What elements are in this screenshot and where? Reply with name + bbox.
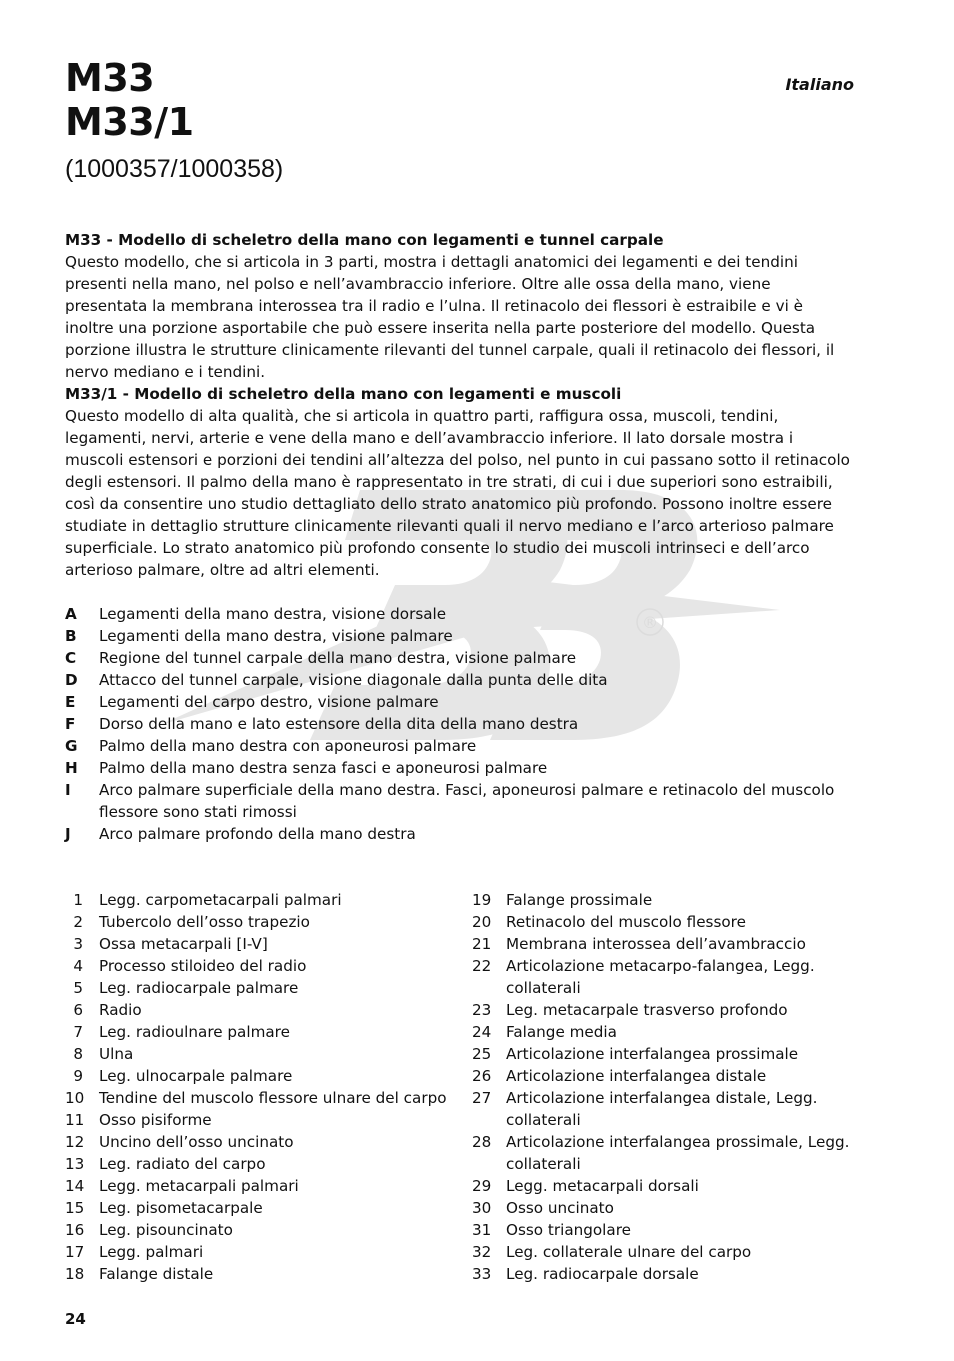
part-number: 29: [472, 1177, 492, 1195]
part-list-item: [65, 889, 465, 911]
letter-list-item: [65, 669, 855, 691]
letter-list-item: [65, 757, 855, 779]
part-number: 8: [73, 1045, 83, 1063]
part-list-item-text: Osso uncinato: [506, 1199, 614, 1217]
part-list-item-text: Leg. metacarpale trasverso profondo: [506, 1001, 788, 1019]
part-list-item-text: Radio: [99, 1001, 142, 1019]
letter-key: J: [65, 825, 71, 843]
part-number: 12: [65, 1133, 85, 1151]
part-list-item: [472, 1241, 872, 1263]
part-number: 30: [472, 1199, 492, 1217]
letter-key: G: [65, 737, 78, 755]
part-list-item: [472, 1021, 872, 1043]
part-number: 18: [65, 1265, 85, 1283]
part-list-item: [65, 911, 465, 933]
part-number: 1: [73, 891, 83, 909]
letter-list-item-text: Legamenti della mano destra, visione dorsale: [99, 605, 447, 623]
section-m33-1-body: Questo modello di alta qualità, che si articola in quattro parti, raffigura ossa, muscoli, tendini, legamenti, nervi, arterie e vene della mano e dell’avambraccio inferiore. Il lato dorsale mostra i muscoli estensori e porzioni dei tendini all’altezza del polso, nel punto in cui passano sotto il retinacolo degli estensori. Il palmo della mano è rappresentato in tre strati, di cui i due superiori sono estraibili, così da consentire uno studio dettagliato dello strato anatomico più profondo. Possono inoltre essere studiate in dettaglio strutture clinicamente rilevanti quali il nervo mediano e l’arco arterioso palmare superficiale. Lo strato anatomico più profondo consente lo studio dei muscoli intrinseci e dell’arco arterioso palmare, oltre ad altri elementi.: [65, 407, 850, 579]
part-list-item: [472, 1197, 872, 1219]
part-list-item-text: Legg. carpometacarpali palmari: [99, 891, 342, 909]
letter-list-item-text: Dorso della mano e lato estensore della dita della mano destra: [99, 715, 579, 733]
part-list-item: [65, 1175, 465, 1197]
part-number: 7: [73, 1023, 83, 1041]
section-m33-1-heading: M33/1 - Modello di scheletro della mano con legamenti e muscoli: [65, 385, 622, 403]
section-m33-1: [65, 383, 855, 581]
letter-list-item: [65, 823, 855, 845]
section-m33-body: Questo modello, che si articola in 3 parti, mostra i dettagli anatomici dei legamenti e dei tendini presenti nella mano, nel polso e nell’avambraccio inferiore. Oltre alle ossa della mano, viene presentata la membrana interossea tra il radio e l’ulna. Il retinacolo dei flessori è estraibile e vi è inoltre una porzione asportabile che può essere inserita nella parte posteriore del modello. Questa porzione illustra le strutture clinicamente rilevanti del tunnel carpale, quali il retinacolo dei flessori, il nervo mediano e i tendini.: [65, 253, 835, 381]
letter-list-item-text: Palmo della mano destra senza fasci e aponeurosi palmare: [99, 759, 548, 777]
part-list-item: [65, 1197, 465, 1219]
letter-list-item: [65, 691, 855, 713]
part-list-item-text: Retinacolo del muscolo flessore: [506, 913, 746, 931]
part-list-item: [472, 1065, 872, 1087]
part-number: 32: [472, 1243, 492, 1261]
product-codes: (1000357/1000358): [65, 155, 284, 183]
part-number: 4: [73, 957, 83, 975]
part-number: 13: [65, 1155, 85, 1173]
part-list-item-text: Leg. collaterale ulnare del carpo: [506, 1243, 752, 1261]
part-list-item: [65, 1043, 465, 1065]
part-list-item: [65, 1131, 465, 1153]
part-list-item: [65, 1065, 465, 1087]
part-number: 3: [73, 935, 83, 953]
letter-key: B: [65, 627, 77, 645]
part-list-item-text: Osso pisiforme: [99, 1111, 212, 1129]
letter-list-item-text: Arco palmare profondo della mano destra: [99, 825, 416, 843]
part-list-item-text: Tendine del muscolo flessore ulnare del carpo: [99, 1089, 447, 1107]
part-list-item: [472, 1087, 872, 1131]
part-number: 21: [472, 935, 492, 953]
part-list-item: [472, 889, 872, 911]
letter-list-item: [65, 713, 855, 735]
letter-list-item: [65, 735, 855, 757]
part-list-item-text: Legg. metacarpali palmari: [99, 1177, 299, 1195]
part-number: 20: [472, 913, 492, 931]
part-number: 5: [73, 979, 83, 997]
letter-list-item-text: Arco palmare superficiale della mano destra. Fasci, aponeurosi palmare e retinacolo del muscolo flessore sono stati rimossi: [99, 781, 835, 821]
part-list-item-text: Legg. palmari: [99, 1243, 204, 1261]
part-number: 31: [472, 1221, 492, 1239]
letter-key: E: [65, 693, 76, 711]
part-list-item: [65, 977, 465, 999]
part-list-item-text: Leg. radiocarpale palmare: [99, 979, 299, 997]
letter-key: F: [65, 715, 76, 733]
part-list-item-text: Membrana interossea dell’avambraccio: [506, 935, 806, 953]
part-list-item-text: Ossa metacarpali [I-V]: [99, 935, 268, 953]
language-label: Italiano: [785, 75, 854, 94]
svg-text:®: ®: [642, 613, 658, 632]
part-list-item-text: Uncino dell’osso uncinato: [99, 1133, 294, 1151]
part-list-item: [65, 933, 465, 955]
part-list-item-text: Articolazione interfalangea distale, Legg. collaterali: [506, 1089, 818, 1129]
part-list-item: [65, 1087, 465, 1109]
part-list-item: [65, 1219, 465, 1241]
part-list-item: [65, 1021, 465, 1043]
letter-key: D: [65, 671, 78, 689]
parts-list-right: [472, 889, 872, 1285]
part-number: 2: [73, 913, 83, 931]
part-list-item: [65, 1109, 465, 1131]
section-m33-heading: M33 - Modello di scheletro della mano con legamenti e tunnel carpale: [65, 231, 664, 249]
part-list-item: [65, 999, 465, 1021]
part-list-item: [472, 1219, 872, 1241]
part-number: 16: [65, 1221, 85, 1239]
letter-key: H: [65, 759, 78, 777]
part-number: 10: [65, 1089, 85, 1107]
part-list-item: [472, 911, 872, 933]
part-list-item-text: Leg. radioulnare palmare: [99, 1023, 290, 1041]
part-list-item-text: Osso triangolare: [506, 1221, 631, 1239]
part-list-item-text: Articolazione interfalangea distale: [506, 1067, 767, 1085]
part-list-item-text: Leg. pisouncinato: [99, 1221, 233, 1239]
letter-key: C: [65, 649, 77, 667]
letter-list-item: [65, 625, 855, 647]
part-list-item: [65, 1263, 465, 1285]
letter-list-item-text: Attacco del tunnel carpale, visione diagonale dalla punta delle dita: [99, 671, 608, 689]
letter-list-item: [65, 647, 855, 669]
part-number: 14: [65, 1177, 85, 1195]
part-list-item: [65, 1241, 465, 1263]
part-list-item: [472, 1263, 872, 1285]
letter-list-item: [65, 779, 855, 823]
part-number: 33: [472, 1265, 492, 1283]
part-number: 17: [65, 1243, 85, 1261]
part-list-item-text: Tubercolo dell’osso trapezio: [99, 913, 310, 931]
letter-key: A: [65, 605, 77, 623]
part-number: 9: [73, 1067, 83, 1085]
part-list-item: [65, 955, 465, 977]
part-list-item: [472, 1175, 872, 1197]
model-title-m33: M33: [65, 56, 155, 100]
letter-list-item-text: Legamenti della mano destra, visione palmare: [99, 627, 453, 645]
part-number: 28: [472, 1133, 492, 1151]
part-list-item-text: Articolazione interfalangea prossimale, Legg. collaterali: [506, 1133, 850, 1173]
part-list-item: [472, 1131, 872, 1175]
part-list-item: [472, 999, 872, 1021]
model-title-m33-1: M33/1: [65, 100, 194, 144]
part-list-item: [472, 933, 872, 955]
part-number: 6: [73, 1001, 83, 1019]
part-list-item: [472, 1043, 872, 1065]
letter-list-item-text: Regione del tunnel carpale della mano destra, visione palmare: [99, 649, 577, 667]
view-letter-list: [65, 603, 855, 845]
part-list-item-text: Processo stiloideo del radio: [99, 957, 307, 975]
part-list-item-text: Articolazione metacarpo-falangea, Legg. collaterali: [506, 957, 815, 997]
parts-list-left: [65, 889, 465, 1285]
part-number: 15: [65, 1199, 85, 1217]
part-number: 11: [65, 1111, 85, 1129]
letter-key: I: [65, 781, 71, 799]
page-number: 24: [65, 1310, 86, 1328]
letter-list-item-text: Palmo della mano destra con aponeurosi palmare: [99, 737, 477, 755]
letter-list-item: [65, 603, 855, 625]
part-list-item-text: Articolazione interfalangea prossimale: [506, 1045, 799, 1063]
part-list-item-text: Leg. pisometacarpale: [99, 1199, 263, 1217]
part-list-item: [65, 1153, 465, 1175]
part-number: 22: [472, 957, 492, 975]
part-list-item-text: Falange prossimale: [506, 891, 653, 909]
part-number: 23: [472, 1001, 492, 1019]
part-list-item-text: Ulna: [99, 1045, 134, 1063]
part-list-item-text: Leg. ulnocarpale palmare: [99, 1067, 293, 1085]
part-list-item: [472, 955, 872, 999]
section-m33: [65, 229, 855, 383]
part-number: 26: [472, 1067, 492, 1085]
part-list-item-text: Leg. radiocarpale dorsale: [506, 1265, 699, 1283]
part-list-item-text: Falange distale: [99, 1265, 214, 1283]
part-list-item-text: Leg. radiato del carpo: [99, 1155, 266, 1173]
part-number: 27: [472, 1089, 492, 1107]
part-number: 25: [472, 1045, 492, 1063]
part-number: 24: [472, 1023, 492, 1041]
part-list-item-text: Legg. metacarpali dorsali: [506, 1177, 699, 1195]
part-number: 19: [472, 891, 492, 909]
letter-list-item-text: Legamenti del carpo destro, visione palmare: [99, 693, 439, 711]
part-list-item-text: Falange media: [506, 1023, 617, 1041]
